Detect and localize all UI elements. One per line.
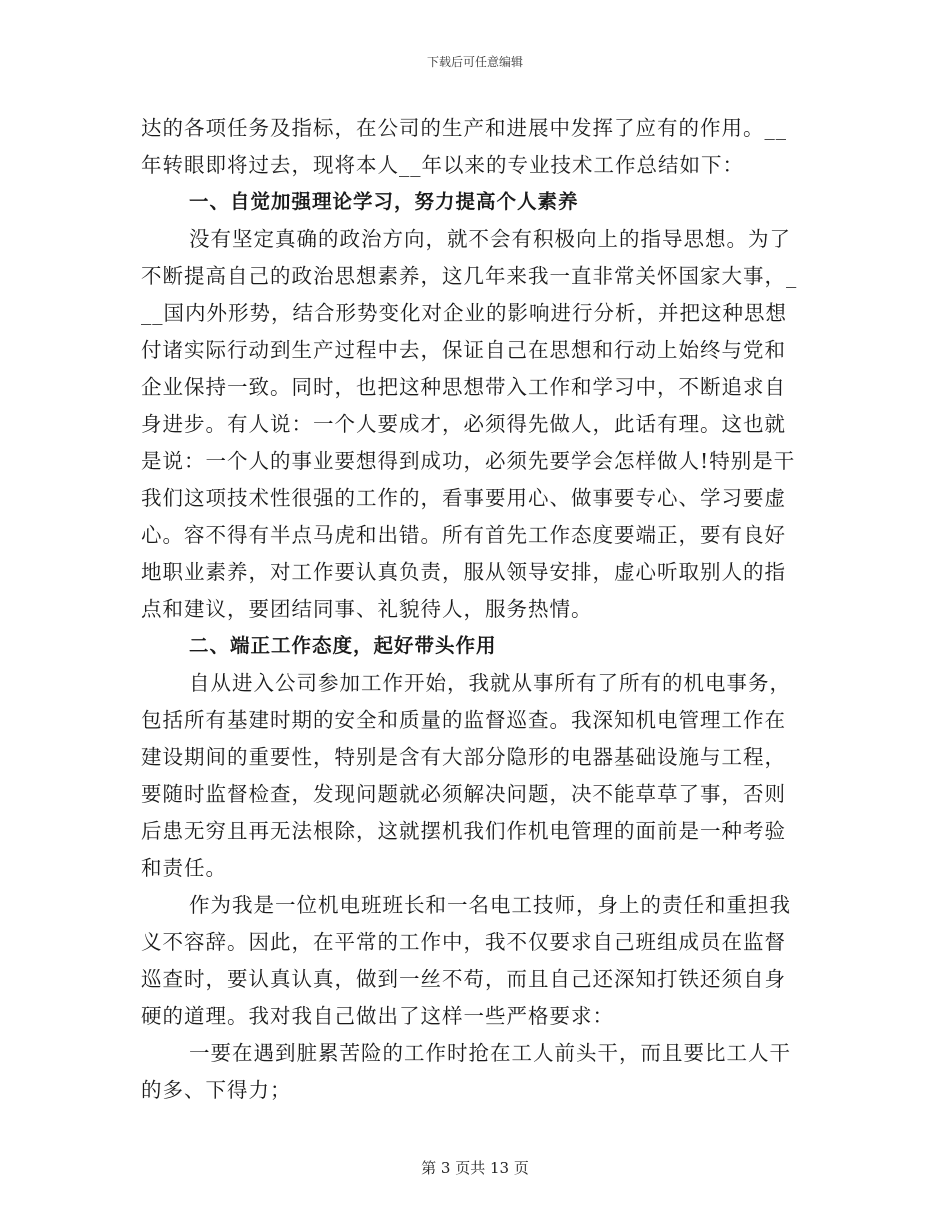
- paragraph-line: 没有坚定真确的政治方向，就不会有积极向上的指导思想。为了: [189, 227, 791, 251]
- paragraph-line: 后患无穷且再无法根除，这就摆机我们作机电管理的面前是一种考验: [141, 819, 786, 843]
- paragraph-line: 地职业素养，对工作要认真负责，服从领导安排，虚心听取别人的指: [141, 560, 786, 584]
- paragraph-line: 的多、下得力；: [141, 1078, 292, 1102]
- paragraph-line: 付诸实际行动到生产过程中去，保证自己在思想和行动上始终与党和: [141, 338, 786, 362]
- paragraph-line: 作为我是一位机电班班长和一名电工技师，身上的责任和重担我: [189, 893, 791, 917]
- page-header: 下载后可任意编辑: [426, 55, 523, 69]
- paragraph-line: 年转眼即将过去，现将本人__年以来的专业技术工作总结如下：: [141, 153, 744, 177]
- paragraph-line: 硬的道理。我对我自己做出了这样一些严格要求：: [141, 1004, 614, 1028]
- paragraph-line: 企业保持一致。同时，也把这种思想带入工作和学习中，不断追求自: [141, 375, 786, 399]
- paragraph-line: 要随时监督检查，发现问题就必须解决问题，决不能草草了事，否则: [141, 782, 786, 806]
- page-footer: 第 3 页共 13 页: [421, 1159, 529, 1177]
- paragraph-line: 不断提高自己的政治思想素养，这几年来我一直非常关怀国家大事，_: [141, 264, 798, 288]
- paragraph-line: 我们这项技术性很强的工作的，看事要用心、做事要专心、学习要虚: [141, 486, 786, 510]
- paragraph-line: 包括所有基建时期的安全和质量的监督巡查。我深知机电管理工作在: [141, 708, 786, 732]
- paragraph-line: 一要在遇到脏累苦险的工作时抢在工人前头干，而且要比工人干: [189, 1041, 791, 1065]
- paragraph-line: 义不容辞。因此，在平常的工作中，我不仅要求自己班组成员在监督: [141, 930, 786, 954]
- paragraph-line: 点和建议，要团结同事、礼貌待人，服务热情。: [141, 597, 593, 621]
- paragraph-line: 达的各项任务及指标，在公司的生产和进展中发挥了应有的作用。__: [141, 116, 787, 140]
- paragraph-line: 身进步。有人说：一个人要成才，必须得先做人，此话有理。这也就: [141, 412, 786, 436]
- paragraph-line: 和责任。: [141, 856, 227, 880]
- paragraph-line: __国内外形势，结合形势变化对企业的影响进行分析，并把这种思想: [141, 301, 787, 325]
- paragraph-line: 建设期间的重要性，特别是含有大部分隐形的电器基础设施与工程，: [141, 745, 786, 769]
- paragraph-line: 心。容不得有半点马虎和出错。所有首先工作态度要端正，要有良好: [141, 523, 786, 547]
- paragraph-line: 巡查时，要认真认真，做到一丝不苟，而且自己还深知打铁还须自身: [141, 967, 786, 991]
- paragraph-line: 是说：一个人的事业要想得到成功，必须先要学会怎样做人!特别是干: [141, 449, 796, 473]
- section-heading-2: 二、端正工作态度，起好带头作用: [189, 634, 497, 657]
- section-heading-1: 一、自觉加强理论学习，努力提高个人素养: [189, 190, 579, 213]
- paragraph-line: 自从进入公司参加工作开始，我就从事所有了所有的机电事务，: [189, 671, 791, 695]
